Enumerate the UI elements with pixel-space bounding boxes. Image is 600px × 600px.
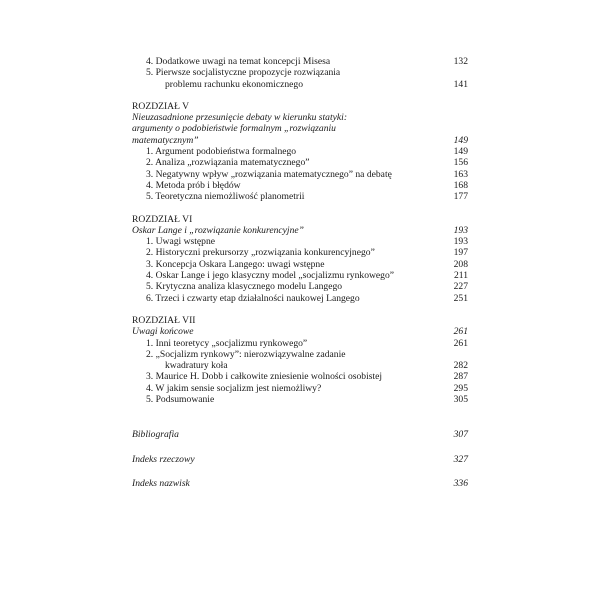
tail-text: Bibliografia xyxy=(132,429,179,441)
chapter-label: ROZDZIAŁ VII xyxy=(132,314,196,326)
toc-item xyxy=(132,293,468,304)
chapter-section xyxy=(132,101,468,203)
toc-item xyxy=(132,349,468,360)
toc-item xyxy=(132,371,468,382)
chapter-title-text: Nieuzasadnione przesunięcie debaty w kierunku statyki: xyxy=(132,112,348,124)
chapter-title-line xyxy=(132,326,468,337)
chapter-section xyxy=(132,214,468,304)
toc-item xyxy=(132,270,468,281)
chapter-title-text: matematycznym” xyxy=(132,134,199,146)
toc-item-text: 4. Metoda prób i błędów xyxy=(146,179,241,191)
toc-item-page: 193 xyxy=(453,236,468,248)
toc-item xyxy=(132,338,468,349)
toc-item-text: 2. Analiza „rozwiązania matematycznego” xyxy=(146,157,310,169)
tail-text: Indeks rzeczowy xyxy=(132,453,195,465)
toc-item-page: 156 xyxy=(453,157,468,169)
toc-item-page: 132 xyxy=(453,56,468,67)
toc-item-text: 5. Teoretyczna niemożliwość planometrii xyxy=(146,191,305,203)
toc-item-page: 211 xyxy=(453,270,468,282)
toc-item-page: 141 xyxy=(453,78,468,90)
toc-tail-entry xyxy=(132,478,468,489)
chapter-label: ROZDZIAŁ V xyxy=(132,100,190,112)
toc-item-page: 282 xyxy=(453,360,468,372)
chapter-title-page: 149 xyxy=(453,134,468,146)
toc-item-page: 251 xyxy=(453,292,468,304)
toc-item xyxy=(132,56,468,67)
chapter-title-text: argumenty o podobieństwie formalnym „rozwiązaniu xyxy=(132,123,336,135)
toc-item xyxy=(132,383,468,394)
toc-item-page: 261 xyxy=(453,337,468,349)
toc-tail-entry xyxy=(132,429,468,440)
toc-item-page: 208 xyxy=(453,258,468,270)
toc-item-text: 1. Uwagi wstępne xyxy=(146,236,216,248)
toc-item xyxy=(132,259,468,270)
toc-item-page: 305 xyxy=(453,394,468,406)
chapter-title-line xyxy=(132,135,468,146)
tail-text: Indeks nazwisk xyxy=(132,477,190,489)
toc-item xyxy=(132,157,468,168)
chapter-title-line xyxy=(132,225,468,236)
toc-item xyxy=(132,67,468,78)
toc-item-text: 6. Trzeci i czwarty etap działalności naukowej Langego xyxy=(146,292,360,304)
toc-item xyxy=(132,191,468,202)
chapter-label: ROZDZIAŁ VI xyxy=(132,213,193,225)
toc-item xyxy=(132,180,468,191)
toc-item xyxy=(132,146,468,157)
tail-page: 336 xyxy=(453,477,468,489)
toc-item-text: problemu rachunku ekonomicznego xyxy=(165,78,303,90)
toc-item xyxy=(132,247,468,258)
chapter-title-line xyxy=(132,112,468,123)
tail-page: 327 xyxy=(453,453,468,465)
toc-item-text: 3. Negatywny wpływ „rozwiązania matematycznego” na debatę xyxy=(146,168,392,180)
table-of-contents xyxy=(132,56,468,489)
toc-item-text: 3. Maurice H. Dobb i całkowite zniesienie wolności osobistej xyxy=(146,371,383,383)
chapter-title-page: 193 xyxy=(453,224,468,236)
toc-item-text: 1. Argument podobieństwa formalnego xyxy=(146,146,297,158)
chapter-title-text: Uwagi końcowe xyxy=(132,326,194,338)
toc-item-text: 3. Koncepcja Oskara Langego: uwagi wstępne xyxy=(146,258,325,270)
chapter-section xyxy=(132,315,468,405)
toc-item-page: 163 xyxy=(453,168,468,180)
toc-item-text: 4. Oskar Lange i jego klasyczny model „socjalizmu rynkowego” xyxy=(146,270,395,282)
toc-item-page: 149 xyxy=(453,146,468,158)
toc-tail-entry xyxy=(132,454,468,465)
chapter-title-text: Oskar Lange i „rozwiązanie konkurencyjne” xyxy=(132,224,304,236)
toc-item-text: 4. W jakim sensie socjalizm jest niemożliwy? xyxy=(146,382,322,394)
toc-item xyxy=(132,394,468,405)
spacer xyxy=(132,405,468,417)
toc-item xyxy=(132,281,468,292)
toc-item-page: 287 xyxy=(453,371,468,383)
toc-item xyxy=(132,360,468,371)
toc-item-text: 5. Pierwsze socjalistyczne propozycje rozwiązania xyxy=(146,67,341,79)
toc-item xyxy=(132,169,468,180)
toc-item-text: kwadratury koła xyxy=(165,360,228,372)
chapter-title-line xyxy=(132,123,468,134)
toc-item-page: 295 xyxy=(453,382,468,394)
toc-item-text: 5. Podsumowanie xyxy=(146,394,215,406)
tail-page: 307 xyxy=(453,429,468,441)
toc-item-text: 2. Historyczni prekursorzy „rozwiązania konkurencyjnego” xyxy=(146,247,375,259)
toc-item-page: 168 xyxy=(453,179,468,191)
toc-item xyxy=(132,79,468,90)
toc-item-text: 1. Inni teoretycy „socjalizmu rynkowego” xyxy=(146,337,308,349)
toc-item-page: 227 xyxy=(453,281,468,293)
toc-item xyxy=(132,236,468,247)
chapter-title-page: 261 xyxy=(453,326,468,338)
toc-item-page: 197 xyxy=(453,247,468,259)
toc-item-text: 4. Dodatkowe uwagi na temat koncepcji Misesa xyxy=(146,56,331,67)
toc-item-text: 2. „Socjalizm rynkowy”: nierozwiązywalne zadanie xyxy=(146,348,346,360)
toc-item-page: 177 xyxy=(453,191,468,203)
toc-item-text: 5. Krytyczna analiza klasycznego modelu Langego xyxy=(146,281,343,293)
